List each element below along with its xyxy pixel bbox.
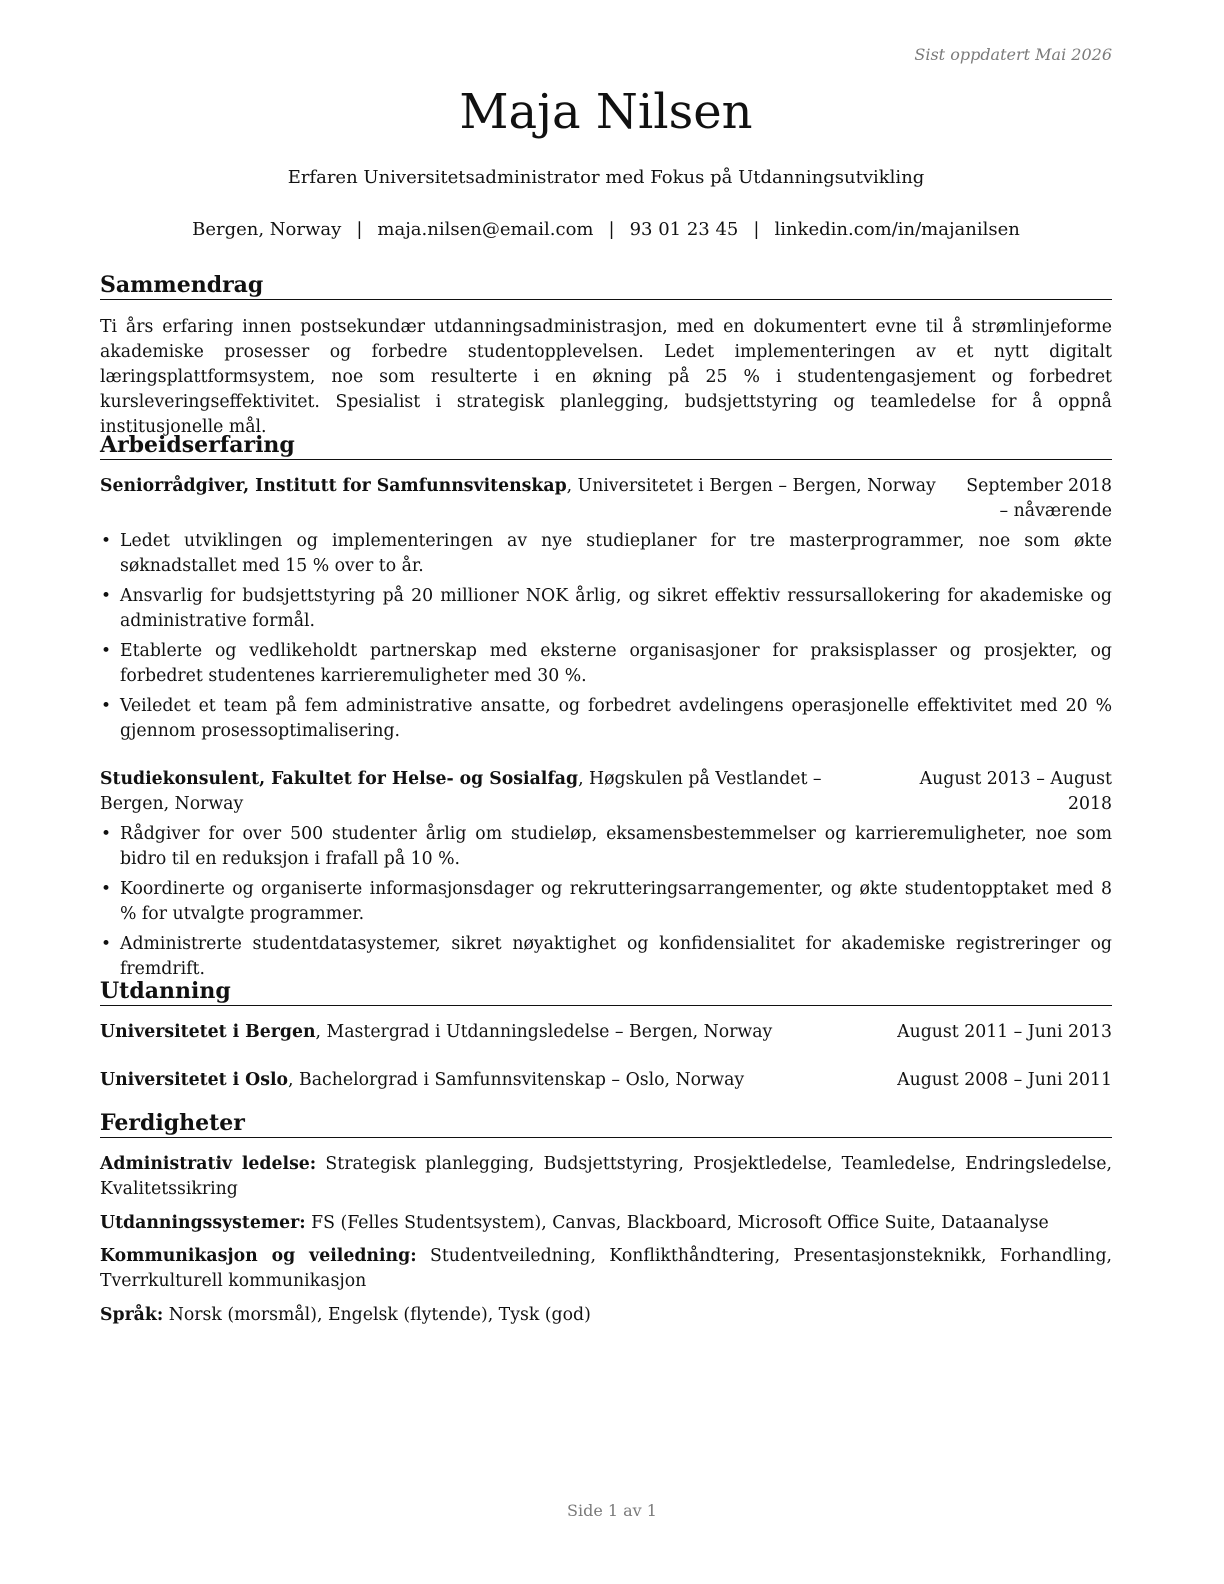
contact-phone: 93 01 23 45 (629, 219, 739, 240)
job-role: Studiekonsulent, Fakultet for Helse- og Sosialfag (100, 769, 579, 789)
job-bullets (100, 529, 1112, 749)
headline: Erfaren Universitetsadministrator med Fokus på Utdanningsutvikling (287, 167, 925, 188)
list-item (100, 639, 1112, 689)
job-employer: , Høgskulen på Vestlandet – Bergen, Norway (100, 769, 822, 814)
separator: | (356, 219, 363, 240)
bullet-text: Rådgiver for over 500 studenter årlig om studieløp, eksamensbestemmelser og karrieremuligheter, noe som bidro til en reduksjon i frafall på 10 %. (120, 824, 1112, 869)
skill-label: Administrativ ledelse: (100, 1154, 317, 1174)
contact-location: Bergen, Norway (192, 219, 342, 240)
job-dates: August 2013 – August 2018 (919, 769, 1112, 814)
bullet-icon: • (101, 696, 112, 716)
contact-line (100, 219, 1112, 240)
section-title-experience: Arbeidserfaring (100, 431, 1112, 460)
skill-value: FS (Felles Studentsystem), Canvas, Blackboard, Microsoft Office Suite, Dataanalyse (305, 1213, 1049, 1233)
bullet-text: Administrerte studentdatasystemer, sikret nøyaktighet og konfidensialitet for akademiske registreringer og fremdrift. (120, 934, 1112, 979)
section-title-summary: Sammendrag (100, 271, 1112, 300)
education-dates: August 2008 – Juni 2011 (897, 1070, 1112, 1090)
last-updated: Sist oppdatert Mai 2026 (914, 45, 1112, 64)
education-detail: , Mastergrad i Utdanningsledelse – Bergen, Norway (315, 1022, 773, 1042)
skill-label: Utdanningssystemer: (100, 1213, 306, 1233)
education-item (100, 1068, 1112, 1093)
contact-linkedin[interactable]: linkedin.com/in/majanilsen (774, 219, 1020, 240)
list-item (100, 932, 1112, 982)
list-item (100, 822, 1112, 872)
skill-row (100, 1303, 1112, 1328)
job-header (100, 767, 1112, 817)
summary-text: Ti års erfaring innen postsekundær utdanningsadministrasjon, med en dokumentert evne til å strømlinjeforme akademiske prosesser og forbedre studentopplevelsen. Ledet implementeringen av et nytt digitalt læringsplattformsystem, noe som resulterte i en økning på 25 % i studentengasjement og forbedret kursleveringseffektivitet. Spesialist i strategisk planlegging, budsjettstyring og teamledelse for å oppnå institusjonelle mål. (100, 317, 1112, 437)
bullet-text: Ansvarlig for budsjettstyring på 20 millioner NOK årlig, og sikret effektiv ressursallokering for akademiske og administrative formål. (120, 586, 1112, 631)
list-item (100, 877, 1112, 927)
job-title-line (100, 767, 890, 817)
skill-row (100, 1244, 1112, 1294)
skill-label: Kommunikasjon og veiledning: (100, 1246, 417, 1266)
education-detail: , Bachelorgrad i Samfunnsvitenskap – Oslo, Norway (288, 1070, 745, 1090)
job-title-line (100, 474, 960, 499)
list-item (100, 529, 1112, 579)
list-item (100, 584, 1112, 634)
bullet-text: Koordinerte og organiserte informasjonsdager og rekrutteringsarrangementer, og økte studentopptaket med 8 % for utvalgte programmer. (120, 879, 1112, 924)
bullet-icon: • (101, 641, 112, 661)
list-item (100, 694, 1112, 744)
bullet-icon: • (101, 934, 112, 954)
bullet-icon: • (101, 531, 112, 551)
section-title-skills: Ferdigheter (100, 1109, 1112, 1138)
skill-value: Strategisk planlegging, Budsjettstyring, Prosjektledelse, Teamledelse, Endringsledelse, Kvalitetssikring (100, 1154, 1112, 1199)
section-title-education: Utdanning (100, 977, 1112, 1006)
skill-label: Språk: (100, 1305, 164, 1325)
skill-row (100, 1152, 1112, 1202)
education-item (100, 1020, 1112, 1045)
education-school: Universitetet i Bergen (100, 1022, 316, 1042)
separator: | (608, 219, 615, 240)
skill-row (100, 1211, 1112, 1236)
skill-value: Studentveiledning, Konflikthåndtering, Presentasjonsteknikk, Forhandling, Tverrkulturell kommunikasjon (100, 1246, 1112, 1291)
education-dates: August 2011 – Juni 2013 (897, 1022, 1112, 1042)
job-header (100, 474, 1112, 524)
page-number: Side 1 av 1 (567, 1501, 657, 1520)
education-school: Universitetet i Oslo (100, 1070, 289, 1090)
person-name: Maja Nilsen (459, 84, 753, 140)
bullet-text: Etablerte og vedlikeholdt partnerskap med eksterne organisasjoner for praksisplasser og prosjekter, og forbedret studentenes karrieremuligheter med 30 %. (120, 641, 1112, 686)
job-bullets (100, 822, 1112, 987)
separator: | (753, 219, 760, 240)
job-employer: , Universitetet i Bergen – Bergen, Norway (566, 476, 936, 496)
job-role: Seniorrådgiver, Institutt for Samfunnsvitenskap (100, 476, 567, 496)
bullet-icon: • (101, 824, 112, 844)
bullet-icon: • (101, 879, 112, 899)
skill-value: Norsk (morsmål), Engelsk (flytende), Tysk (god) (163, 1305, 591, 1325)
contact-email[interactable]: maja.nilsen@email.com (377, 219, 594, 240)
bullet-icon: • (101, 586, 112, 606)
bullet-text: Veiledet et team på fem administrative ansatte, og forbedret avdelingens operasjonelle effektivitet med 20 % gjennom prosessoptimalisering. (120, 696, 1112, 741)
bullet-text: Ledet utviklingen og implementeringen av nye studieplaner for tre masterprogrammer, noe som økte søknadstallet med 15 % over to år. (120, 531, 1112, 576)
job-dates: September 2018 – nåværende (966, 476, 1112, 521)
